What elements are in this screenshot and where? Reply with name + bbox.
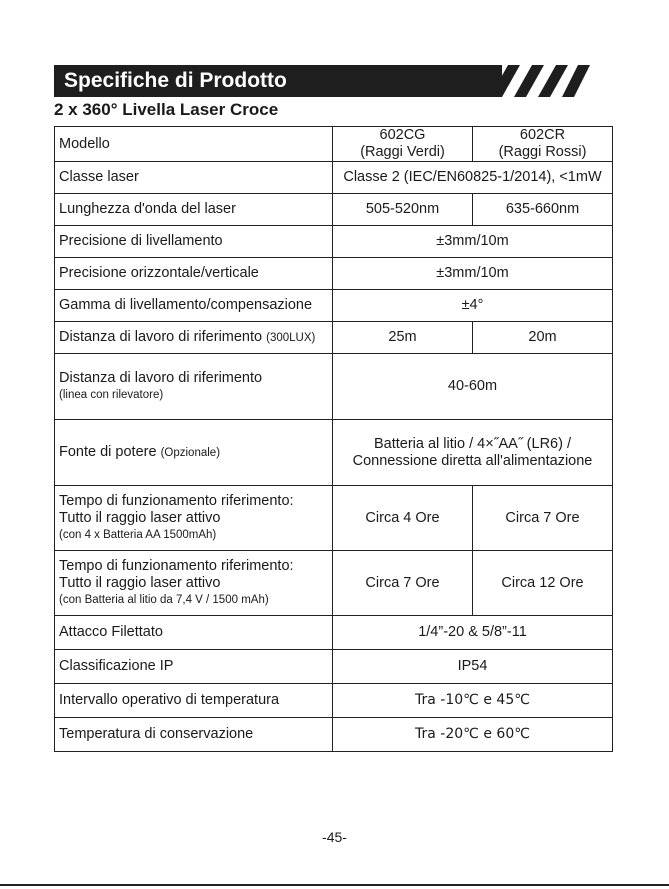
label-note: (Opzionale): [160, 446, 221, 459]
table-row-wavelength: [55, 194, 613, 226]
table-row-thread: [55, 616, 613, 650]
table-row-hv-accuracy: [55, 258, 613, 290]
row-label: Precisione di livellamento: [55, 226, 333, 258]
row-value: Circa 4 Ore: [333, 486, 473, 551]
table-row-compensation: [55, 290, 613, 322]
row-label: Modello: [55, 127, 333, 162]
row-value: ±3mm/10m: [333, 258, 613, 290]
table-row-operating-temp: [55, 684, 613, 718]
row-value: 40-60m: [333, 354, 613, 420]
label-text: Tempo di funzionamento riferimento:: [59, 557, 294, 574]
label-note: (con 4 x Batteria AA 1500mAh): [59, 528, 217, 541]
row-value: 20m: [473, 322, 613, 354]
table-row-storage-temp: [55, 718, 613, 752]
product-subtitle: 2 x 360° Livella Laser Croce: [54, 100, 279, 119]
row-label: Classe laser: [55, 162, 333, 194]
table-row-runtime-lithium: [55, 551, 613, 616]
spec-table: [54, 126, 613, 752]
row-value: Circa 12 Ore: [473, 551, 613, 616]
row-value: Circa 7 Ore: [473, 486, 613, 551]
value-line: Connessione diretta all'alimentazione: [352, 452, 593, 469]
row-label: Attacco Filettato: [55, 616, 333, 650]
row-label: [55, 322, 333, 354]
label-text: Fonte di potere: [59, 443, 157, 460]
section-banner: [54, 65, 590, 97]
row-label: Gamma di livellamento/compensazione: [55, 290, 333, 322]
model-code: 602CR: [519, 127, 566, 143]
label-text: Tempo di funzionamento riferimento:: [59, 492, 294, 509]
table-row-laser-class: [55, 162, 613, 194]
label-text: Distanza di lavoro di riferimento: [59, 369, 263, 386]
model-desc: (Raggi Verdi): [360, 144, 445, 160]
row-value: [333, 420, 613, 486]
label-text: Tutto il raggio laser attivo: [59, 509, 221, 526]
row-label: Temperatura di conservazione: [55, 718, 333, 752]
row-label: Precisione orizzontale/verticale: [55, 258, 333, 290]
label-note: (con Batteria al litio da 7,4 V / 1500 mAh): [59, 593, 269, 606]
page-number: -45-: [322, 829, 347, 845]
row-label: [55, 420, 333, 486]
row-value: Classe 2 (IEC/EN60825-1/2014), <1mW: [333, 162, 613, 194]
row-value: ±3mm/10m: [333, 226, 613, 258]
table-row-power-source: [55, 420, 613, 486]
row-value: IP54: [333, 650, 613, 684]
table-row-model: [55, 127, 613, 162]
row-label: Classificazione IP: [55, 650, 333, 684]
table-row-ip: [55, 650, 613, 684]
row-value: Tra -10℃ e 45℃: [333, 684, 613, 718]
label-text: Tutto il raggio laser attivo: [59, 574, 221, 591]
row-label: [55, 354, 333, 420]
row-value: ±4°: [333, 290, 613, 322]
row-label: [55, 486, 333, 551]
row-label: Lunghezza d'onda del laser: [55, 194, 333, 226]
table-row-leveling-accuracy: [55, 226, 613, 258]
value-line: Batteria al litio / 4×˝AA˝ (LR6) /: [373, 435, 572, 452]
label-text: Distanza di lavoro di riferimento: [59, 328, 263, 345]
table-row-working-distance: [55, 322, 613, 354]
banner-stripes: [490, 65, 590, 97]
page-title: Specifiche di Prodotto: [64, 69, 287, 92]
table-row-working-distance-detector: [55, 354, 613, 420]
row-value: 635-660nm: [473, 194, 613, 226]
row-label: [55, 551, 333, 616]
model-code: 602CG: [379, 127, 426, 143]
model-cell-cr: [473, 127, 613, 162]
label-note: (linea con rilevatore): [59, 388, 164, 401]
model-desc: (Raggi Rossi): [498, 144, 587, 160]
model-cell-cg: [333, 127, 473, 162]
row-value: Tra -20℃ e 60℃: [333, 718, 613, 752]
row-label: Intervallo operativo di temperatura: [55, 684, 333, 718]
row-value: Circa 7 Ore: [333, 551, 473, 616]
row-value: 505-520nm: [333, 194, 473, 226]
label-note: (300LUX): [266, 331, 316, 344]
row-value: 25m: [333, 322, 473, 354]
bottom-divider: [0, 884, 669, 886]
row-value: 1/4”-20 & 5/8”-11: [333, 616, 613, 650]
table-row-runtime-aa: [55, 486, 613, 551]
